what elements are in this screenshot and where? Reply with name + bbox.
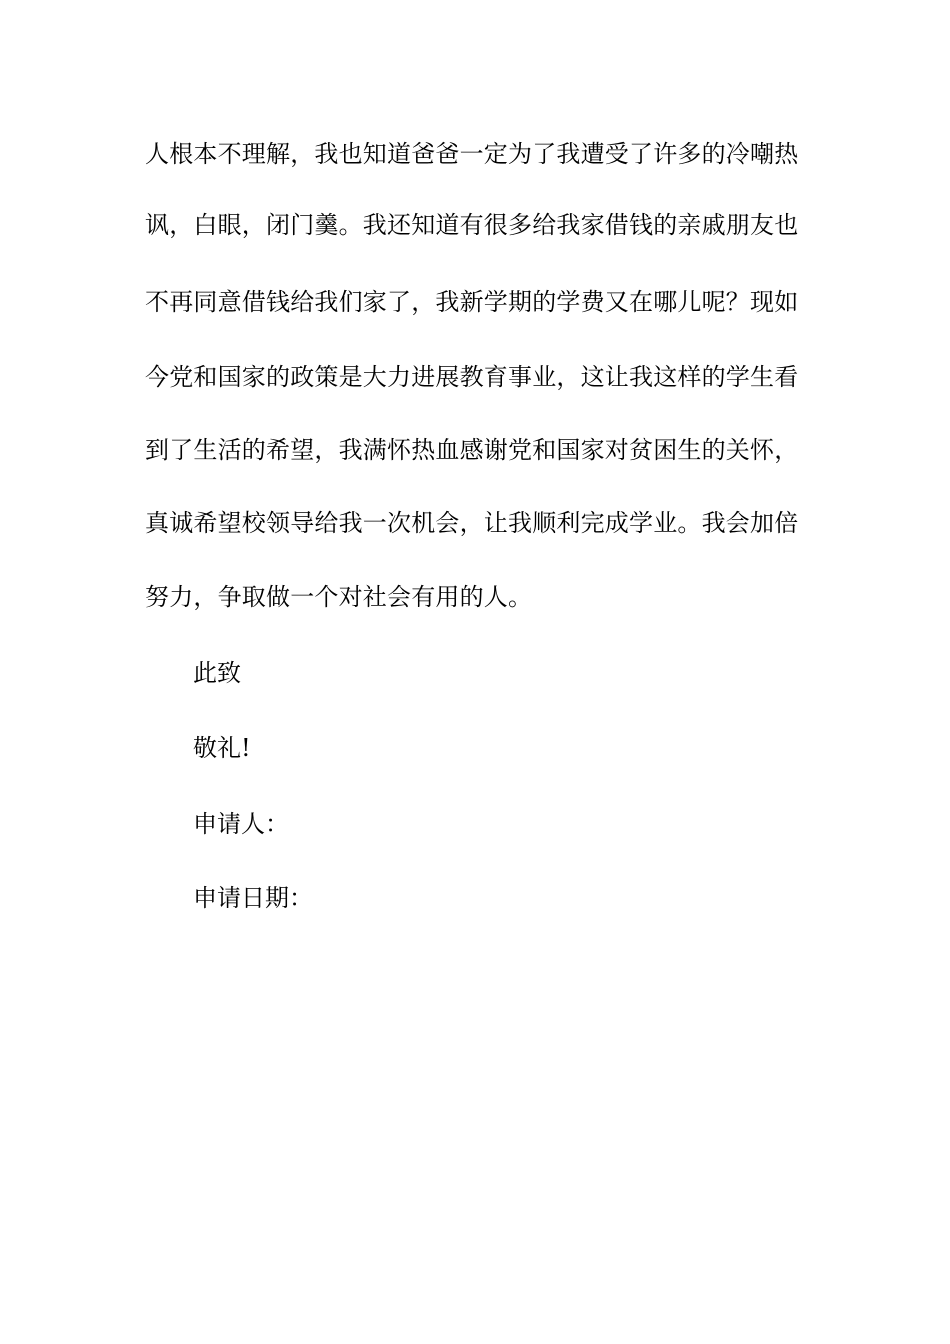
- body-line: 真诚希望校领导给我一次机会，让我顺利完成学业。我会加倍: [145, 509, 799, 537]
- body-line: 努力，争取做一个对社会有用的人。: [145, 583, 533, 611]
- body-line: 人根本不理解，我也知道爸爸一定为了我遭受了许多的冷嘲热: [145, 140, 799, 168]
- body-line: 讽，白眼，闭门羹。我还知道有很多给我家借钱的亲戚朋友也: [145, 211, 799, 239]
- body-line: 到了生活的希望，我满怀热血感谢党和国家对贫困生的关怀，: [145, 436, 799, 464]
- date-label: 申请日期：: [193, 884, 313, 912]
- regards: 敬礼!: [193, 734, 251, 762]
- body-line: 不再同意借钱给我们家了，我新学期的学费又在哪儿呢？现如: [145, 288, 799, 316]
- applicant-label: 申请人：: [193, 810, 289, 838]
- salutation: 此致: [193, 659, 241, 687]
- body-line: 今党和国家的政策是大力进展教育事业，这让我这样的学生看: [145, 363, 799, 391]
